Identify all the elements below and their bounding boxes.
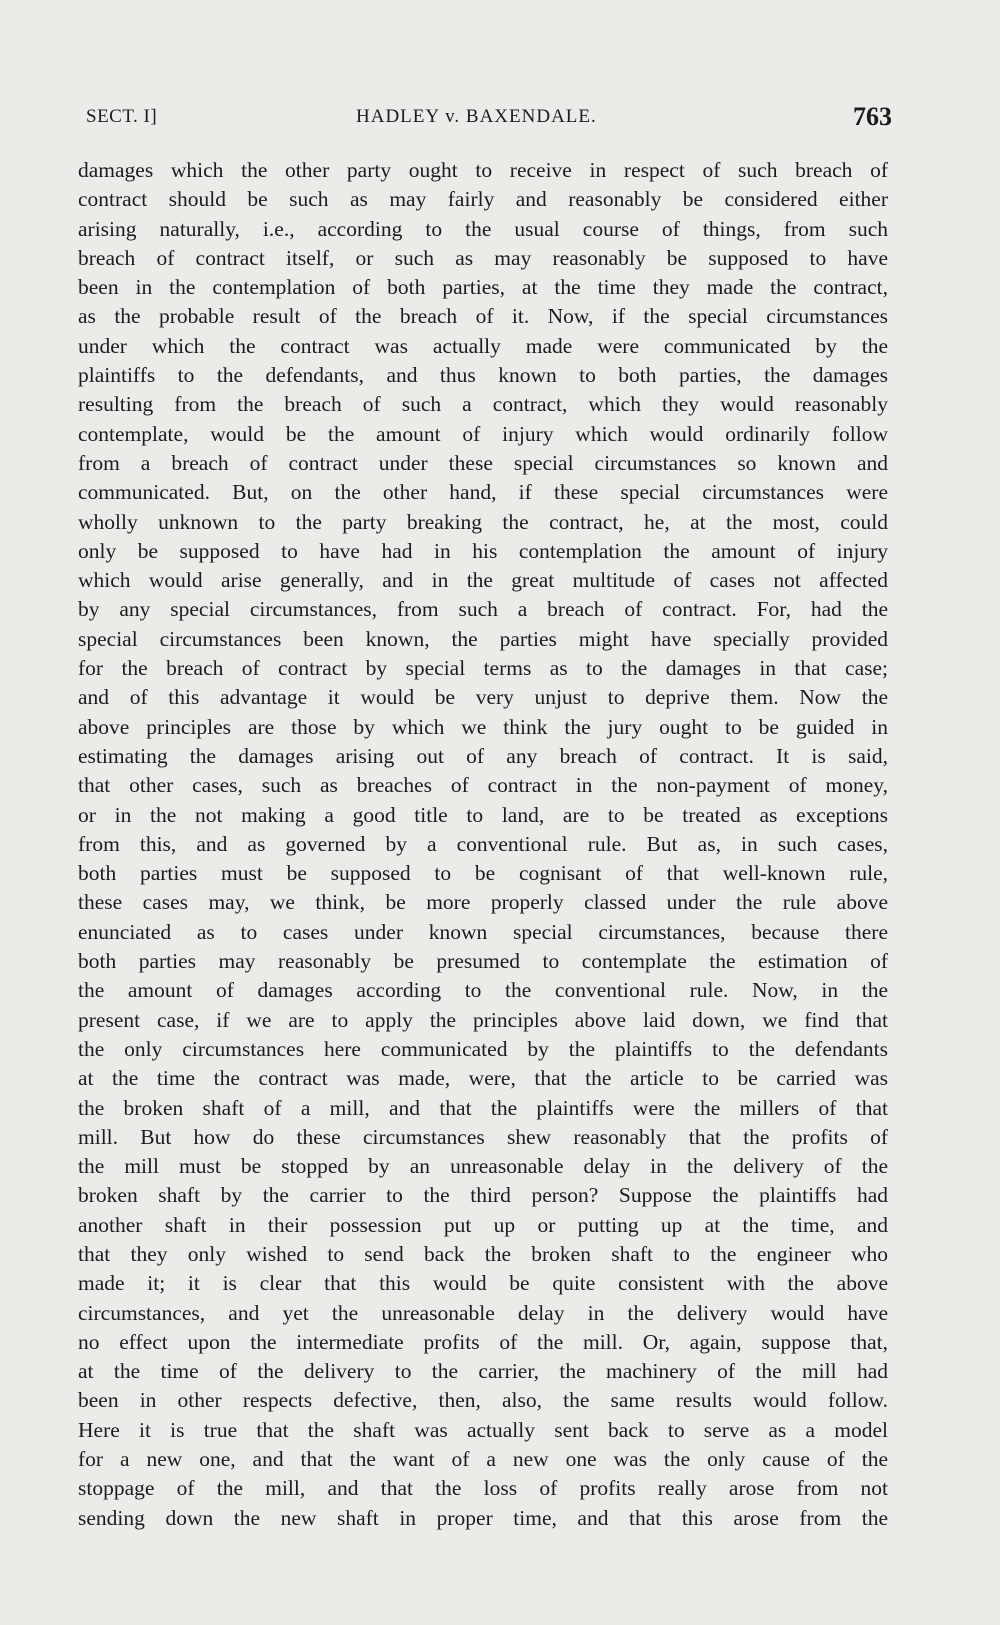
text-line: the only circumstances here communicated by the plaintiffs to the defendants bbox=[78, 1036, 888, 1061]
text-line: by any special circumstances, from such a breach of contract. For, had the bbox=[78, 597, 888, 622]
text-line: that other cases, such as breaches of contract in the non-payment of money, bbox=[78, 773, 888, 798]
running-title: HADLEY v. BAXENDALE. bbox=[356, 106, 597, 127]
text-line: for a new one, and that the want of a new one was the only cause of the bbox=[78, 1447, 888, 1472]
text-line: been in other respects defective, then, also, the same results would follow. bbox=[78, 1388, 888, 1413]
text-line: or in the not making a good title to land, are to be treated as exceptions bbox=[78, 802, 888, 827]
text-line: sending down the new shaft in proper time, and that this arose from the bbox=[78, 1505, 888, 1530]
text-line: both parties may reasonably be presumed to contemplate the estimation of bbox=[78, 949, 888, 974]
text-line: circumstances, and yet the unreasonable delay in the delivery would have bbox=[78, 1300, 888, 1325]
text-line: another shaft in their possession put up or putting up at the time, and bbox=[78, 1212, 888, 1237]
text-line: which would arise generally, and in the great multitude of cases not affected bbox=[78, 568, 888, 593]
text-line: from this, and as governed by a conventional rule. But as, in such cases, bbox=[78, 831, 888, 856]
text-line: resulting from the breach of such a contract, which they would reasonably bbox=[78, 392, 888, 417]
text-line: Here it is true that the shaft was actually sent back to serve as a model bbox=[78, 1417, 888, 1442]
text-line: been in the contemplation of both parties, at the time they made the contract, bbox=[78, 275, 888, 300]
text-line: enunciated as to cases under known special circumstances, because there bbox=[78, 919, 888, 944]
text-line: estimating the damages arising out of any breach of contract. It is said, bbox=[78, 743, 888, 768]
text-line: stoppage of the mill, and that the loss of profits really arose from not bbox=[78, 1476, 888, 1501]
text-line: as the probable result of the breach of it. Now, if the special circumstances bbox=[78, 304, 888, 329]
text-line: contract should be such as may fairly and reasonably be considered either bbox=[78, 187, 888, 212]
text-line: no effect upon the intermediate profits of the mill. Or, again, suppose that, bbox=[78, 1329, 888, 1354]
text-line: for the breach of contract by special terms as to the damages in that case; bbox=[78, 656, 888, 681]
text-line: wholly unknown to the party breaking the contract, he, at the most, could bbox=[78, 509, 888, 534]
text-line: broken shaft by the carrier to the third person? Suppose the plaintiffs had bbox=[78, 1183, 888, 1208]
text-line: contemplate, would be the amount of injury which would ordinarily follow bbox=[78, 421, 888, 446]
text-line: under which the contract was actually made were communicated by the bbox=[78, 333, 888, 358]
text-line: communicated. But, on the other hand, if these special circumstances were bbox=[78, 480, 888, 505]
text-line: the mill must be stopped by an unreasonable delay in the delivery of the bbox=[78, 1154, 888, 1179]
body-text bbox=[78, 156, 888, 1533]
page-number: 763 bbox=[853, 102, 892, 131]
text-line: damages which the other party ought to receive in respect of such breach of bbox=[78, 158, 888, 182]
text-line: above principles are those by which we think the jury ought to be guided in bbox=[78, 714, 888, 739]
text-line: mill. But how do these circumstances shew reasonably that the profits of bbox=[78, 1124, 888, 1149]
text-line: the amount of damages according to the conventional rule. Now, in the bbox=[78, 978, 888, 1003]
text-line: special circumstances been known, the parties might have specially provided bbox=[78, 626, 888, 651]
page-header bbox=[86, 100, 892, 140]
section-label: SECT. I] bbox=[86, 106, 158, 127]
text-line: made it; it is clear that this would be quite consistent with the above bbox=[78, 1271, 888, 1296]
text-line: arising naturally, i.e., according to the usual course of things, from such bbox=[78, 216, 888, 241]
text-line: both parties must be supposed to be cognisant of that well-known rule, bbox=[78, 861, 888, 886]
text-line: only be supposed to have had in his contemplation the amount of injury bbox=[78, 538, 888, 563]
text-line: at the time the contract was made, were, that the article to be carried was bbox=[78, 1066, 888, 1091]
text-line: from a breach of contract under these special circumstances so known and bbox=[78, 450, 888, 475]
text-line: breach of contract itself, or such as may reasonably be supposed to have bbox=[78, 245, 888, 270]
text-line: these cases may, we think, be more properly classed under the rule above bbox=[78, 890, 888, 915]
text-line: and of this advantage it would be very unjust to deprive them. Now the bbox=[78, 685, 888, 710]
text-line: the broken shaft of a mill, and that the plaintiffs were the millers of that bbox=[78, 1095, 888, 1120]
text-line: at the time of the delivery to the carrier, the machinery of the mill had bbox=[78, 1359, 888, 1384]
text-line: present case, if we are to apply the principles above laid down, we find that bbox=[78, 1007, 888, 1032]
text-line: that they only wished to send back the broken shaft to the engineer who bbox=[78, 1241, 888, 1266]
text-line: plaintiffs to the defendants, and thus known to both parties, the damages bbox=[78, 363, 888, 388]
